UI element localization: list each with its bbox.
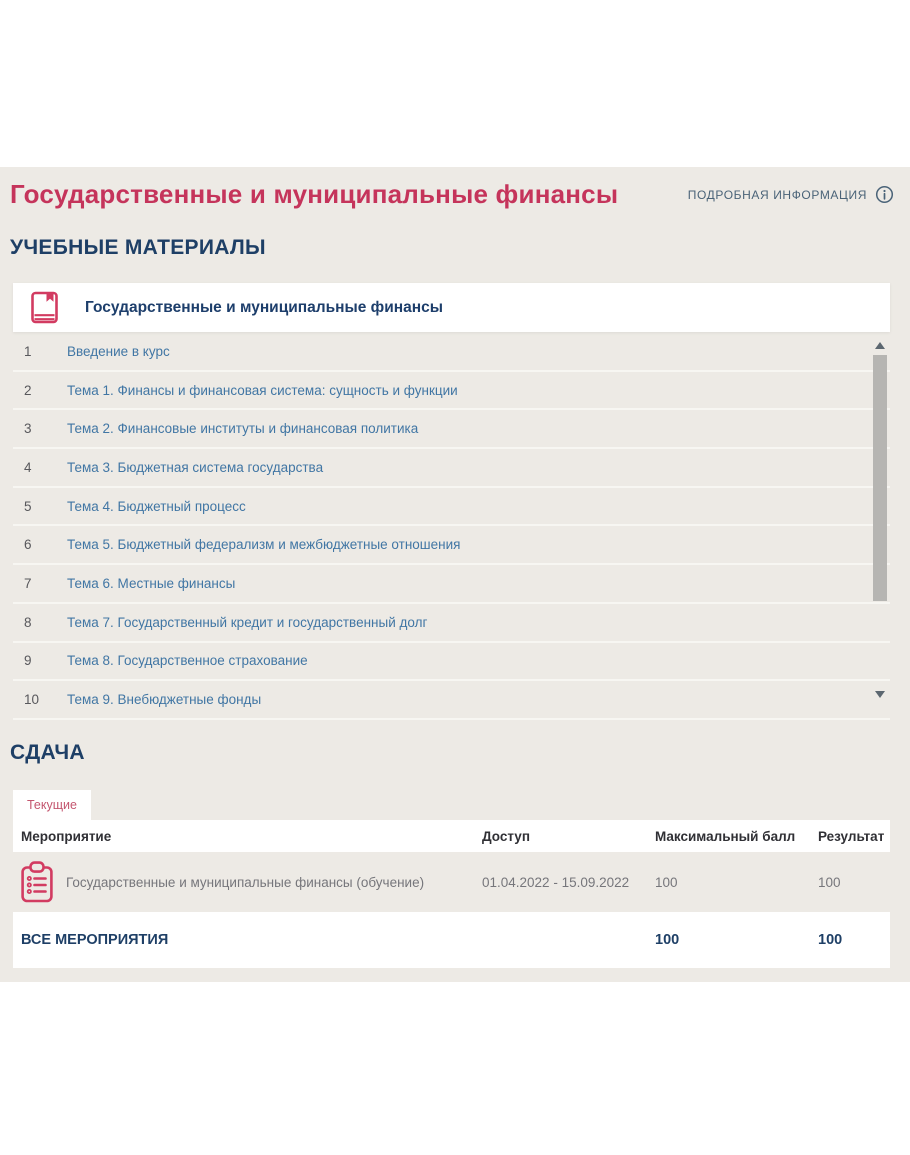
topic-link[interactable]: Тема 8. Государственное страхование bbox=[67, 653, 308, 669]
submission-table bbox=[13, 820, 890, 968]
event-name-link[interactable]: Государственные и муниципальные финансы (обучение) bbox=[66, 874, 425, 890]
course-card[interactable] bbox=[13, 283, 890, 332]
table-total-row bbox=[13, 912, 890, 968]
list-item bbox=[13, 526, 890, 565]
list-item bbox=[13, 410, 890, 449]
list-item bbox=[13, 565, 890, 604]
topic-link[interactable]: Тема 5. Бюджетный федерализм и межбюджетные отношения bbox=[67, 537, 461, 553]
topic-link[interactable]: Тема 9. Внебюджетные фонды bbox=[67, 692, 262, 708]
scroll-down-icon[interactable] bbox=[875, 691, 885, 698]
topic-list bbox=[13, 333, 890, 720]
topic-number: 6 bbox=[24, 537, 32, 553]
topic-link[interactable]: Введение в курс bbox=[67, 343, 170, 359]
table-header bbox=[13, 820, 890, 852]
col-event: Мероприятие bbox=[21, 828, 112, 844]
total-max-score: 100 bbox=[655, 932, 680, 948]
table-row bbox=[13, 852, 890, 912]
list-item bbox=[13, 372, 890, 411]
event-access: 01.04.2022 - 15.09.2022 bbox=[482, 874, 630, 890]
content-band bbox=[0, 167, 910, 982]
topic-number: 5 bbox=[24, 498, 32, 514]
list-item bbox=[13, 681, 890, 720]
list-item bbox=[13, 643, 890, 682]
col-access: Доступ bbox=[482, 828, 530, 844]
book-icon bbox=[27, 290, 62, 325]
page-header bbox=[10, 179, 894, 210]
event-max-score: 100 bbox=[655, 874, 678, 890]
detailed-info-link[interactable] bbox=[688, 185, 894, 204]
topic-link[interactable]: Тема 4. Бюджетный процесс bbox=[67, 498, 246, 514]
topic-number: 8 bbox=[24, 614, 32, 630]
tab-current[interactable] bbox=[13, 790, 91, 820]
topic-number: 7 bbox=[24, 575, 32, 591]
list-item bbox=[13, 449, 890, 488]
list-item bbox=[13, 488, 890, 527]
course-card-title: Государственные и муниципальные финансы bbox=[85, 298, 443, 316]
page-title: Государственные и муниципальные финансы bbox=[10, 179, 619, 209]
scroll-thumb[interactable] bbox=[873, 355, 887, 601]
total-result: 100 bbox=[818, 932, 843, 948]
topic-number: 2 bbox=[24, 382, 32, 398]
materials-heading: УЧЕБНЫЕ МАТЕРИАЛЫ bbox=[10, 236, 266, 259]
topic-number: 4 bbox=[24, 459, 32, 475]
col-max-score: Максимальный балл bbox=[655, 828, 796, 844]
topic-link[interactable]: Тема 6. Местные финансы bbox=[67, 575, 236, 591]
info-icon bbox=[875, 185, 894, 204]
col-result: Результат bbox=[818, 828, 885, 844]
topic-link[interactable]: Тема 7. Государственный кредит и государственный долг bbox=[67, 614, 428, 630]
submission-heading: СДАЧА bbox=[10, 741, 85, 764]
scrollbar[interactable] bbox=[872, 333, 888, 720]
topic-link[interactable]: Тема 1. Финансы и финансовая система: сущность и функции bbox=[67, 382, 458, 398]
topic-number: 1 bbox=[24, 343, 32, 359]
event-result: 100 bbox=[818, 874, 841, 890]
total-label: ВСЕ МЕРОПРИЯТИЯ bbox=[21, 932, 169, 948]
clipboard-icon bbox=[20, 861, 54, 904]
topic-number: 9 bbox=[24, 653, 32, 669]
list-item bbox=[13, 333, 890, 372]
topic-number: 3 bbox=[24, 421, 32, 437]
event-cell bbox=[13, 861, 482, 904]
topic-link[interactable]: Тема 2. Финансовые институты и финансовая политика bbox=[67, 421, 419, 437]
tab-current-label: Текущие bbox=[27, 798, 77, 812]
list-item bbox=[13, 604, 890, 643]
topic-link[interactable]: Тема 3. Бюджетная система государства bbox=[67, 459, 324, 475]
scroll-up-icon[interactable] bbox=[875, 342, 885, 349]
topic-number: 10 bbox=[24, 692, 40, 708]
detailed-info-label: ПОДРОБНАЯ ИНФОРМАЦИЯ bbox=[687, 187, 867, 202]
